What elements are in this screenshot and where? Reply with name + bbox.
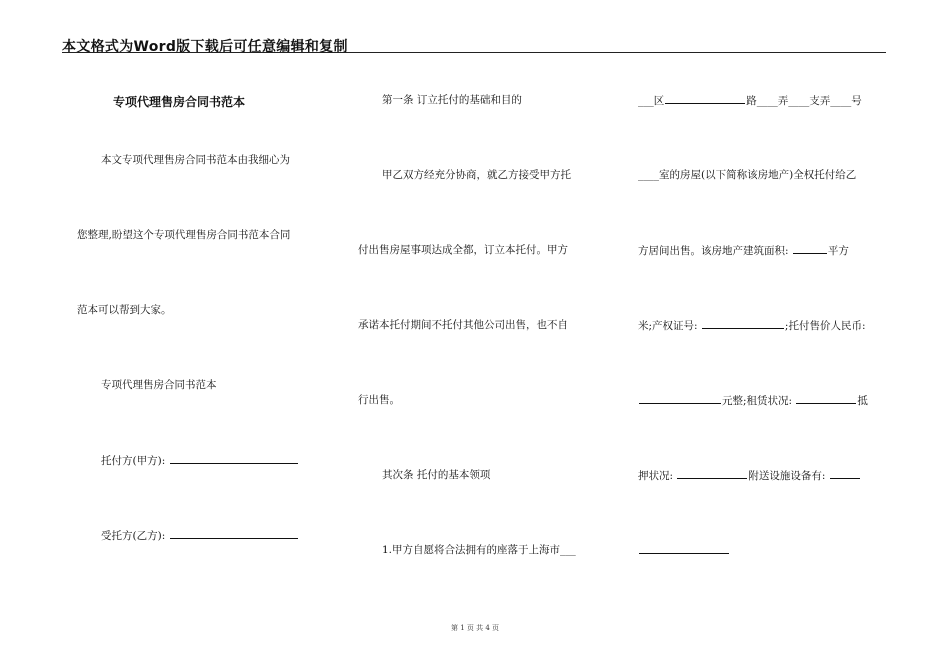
col3-line-4 (638, 318, 866, 333)
article1-heading: 第一条 订立托付的基础和目的 (382, 94, 522, 106)
cert-blank (702, 318, 784, 329)
facilities-blank-2 (639, 543, 729, 554)
col3-line-3 (638, 243, 849, 258)
party-a-row (101, 453, 299, 468)
article1-line-1: 甲乙双方经充分协商，就乙方接受甲方托 (382, 169, 571, 181)
lease-label: 元整;租赁状况: (722, 395, 796, 407)
col3-line-1 (638, 93, 862, 108)
mortgage-label: 押状况: (638, 470, 677, 482)
contract-subtitle: 专项代理售房合同书范本 (101, 379, 217, 391)
area-label: 方居间出售。该房地产建筑面积: (638, 245, 792, 257)
price-blank (639, 393, 721, 404)
intro-line-3: 范本可以帮到大家。 (77, 304, 172, 316)
article1-line-2: 付出售房屋事项达成全都，订立本托付。甲方 (358, 244, 568, 256)
col3-line-2: ____室的房屋(以下简称该房地产)全权托付给乙 (638, 169, 857, 181)
facilities-label: 附送设施设备有: (748, 470, 829, 482)
article1-line-3: 承诺本托付期间不托付其他公司出售，也不自 (358, 319, 568, 331)
party-a-blank (170, 453, 298, 464)
header-rule (62, 52, 886, 53)
col3-line-7 (638, 543, 730, 558)
district-text: ___区 (638, 95, 665, 107)
document-title: 专项代理售房合同书范本 (113, 95, 246, 109)
party-b-row (101, 528, 299, 543)
article2-item1: 1.甲方自愿将合法拥有的座落于上海市___ (382, 544, 576, 556)
area-unit: 平方 (827, 245, 849, 257)
party-a-label: 托付方(甲方): (101, 455, 166, 467)
article2-heading: 其次条 托付的基本领项 (382, 469, 491, 481)
party-b-label: 受托方(乙方): (101, 530, 166, 542)
header-title: 本文格式为Word版下载后可任意编辑和复制 (62, 39, 348, 55)
area-blank (793, 243, 827, 254)
intro-line-2: 您整理,盼望这个专项代理售房合同书范本合同 (77, 229, 291, 241)
col3-line-5 (638, 393, 868, 408)
intro-line-1: 本文专项代理售房合同书范本由我细心为 (101, 154, 290, 166)
mortgage-prefix: 抵 (857, 395, 868, 407)
page-footer: 第 1 页 共 4 页 (450, 624, 500, 632)
road-blank (665, 93, 745, 104)
facilities-blank-1 (830, 468, 860, 479)
cert-label: 米;产权证号: (638, 320, 701, 332)
price-label: ;托付售价人民币: (784, 320, 866, 332)
mortgage-blank (677, 468, 747, 479)
col3-line-6 (638, 468, 861, 483)
article1-line-4: 行出售。 (358, 394, 400, 406)
road-text: 路____弄____支弄____号 (746, 95, 862, 107)
lease-blank (796, 393, 856, 404)
party-b-blank (170, 528, 298, 539)
